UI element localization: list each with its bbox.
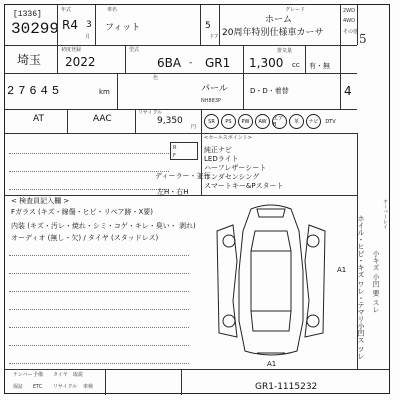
side-note-vertical: ホイル・ヒビ・キズ ワレ・テマリ小凹ス ツレ [357,215,365,360]
recycle-yes-no: 有・無 [309,62,330,70]
transmission: AT [33,114,44,124]
car-name: フィット [105,23,141,33]
side-note-small: オーバーレイ [382,199,388,229]
selling-point: ハーフレザーシート [204,164,267,172]
handle-side: 左H・右H [157,188,189,196]
equip-navi: ナビ [306,114,321,129]
prefecture: 埼玉 [17,53,42,67]
color: パール [201,84,228,94]
km-label: km [99,88,110,96]
year-code: R4 [62,18,78,32]
handwritten-number: 5 [359,32,367,46]
lot-label: [1336] [13,10,42,19]
equip-ps: PS [221,114,236,129]
grade: ホーム [265,15,293,25]
inspector-note-line: Fガラス (キズ・線傷・ヒビ・リペア跡・X要) [11,208,154,216]
equip-pw: PW [238,114,253,129]
inspector-notes-title: < 検査員記入欄 > [11,197,70,205]
side-memo: 小キズ 小凹 要 スレ [372,250,380,313]
doors: 5 [205,21,211,31]
selling-point: LEDライト [204,155,239,163]
selling-points-title: <セールスポイント> [204,135,252,141]
equip-airbag: エアB [272,114,287,129]
damage-mark-rear: A1 [267,360,277,368]
model-code: GR1 [205,56,231,70]
chassis-number: GR1-1115232 [255,382,318,392]
equip-sr: SR [204,114,219,129]
displacement: 1,300 [249,56,284,70]
equip-leather: 革 [289,114,304,129]
recycle-price: 9,350 [157,116,183,126]
grade-detail: 20周年特別仕様車カーサ [222,28,324,38]
color-options: D・D・着替 [250,87,289,95]
lot-number: 30299 [11,20,60,38]
inspector-note-line: オーディオ (無し・欠) / タイヤ (スタッドレス) [11,234,159,242]
mileage: 27645 [7,84,64,98]
equip-aw: AW [255,114,270,129]
aircon: AAC [93,114,112,124]
inspector-note-line: 内装 (キズ・汚レ・焼れ・シミ・コゲ・キレ・臭い・ 剥れ) [11,222,196,230]
selling-point: スマートキー&Pスタート [204,182,284,190]
selling-point: ホンダセンシング [204,173,260,181]
car-diagram [211,201,331,361]
color-code: NH883P [201,98,222,104]
model-prefix: 6BA [157,56,182,70]
equip-dtv: DTV [325,118,336,125]
dealer-import: ディーラー・並行 [155,172,211,180]
auction-sheet: [1336] 30299 年式 R4 3 月 車名 フィット 5 ドア グレード ホーム 20周年特別仕様車カーサ 2WD 4WD その他 5 埼玉 初度登録 2022 型式 6BA - GR1 1,300 排気量 cc 有・無 27645 km 色 パール NH883P D・D・着替 4 AT AAC リサイクル 9,350 円 SR PS PW AW エアB 革 ナビ DTV R F ディーラー・並行 左H・右H <セールスポイント> 純正ナビ LEDライト ハーフレザーシート ホンダセンシング スマートキー&Pスタート < 検査員記入欄 > Fガラス (キズ・線傷・ヒビ・リペア跡・X要) 内装 (キズ・汚レ・焼れ・シミ・コゲ・キレ・臭い・ 剥れ) オーディオ (無し・欠) / タイヤ (スタッドレス) A1 A1 ホイル・ヒビ・キズ ワレ・テマリ小凹ス ツレ 小キズ 小凹 要 スレ オーバーレイ ナンバー 予備 タイヤ 取説 保証 ETC リサイクル 車検 GR1-1115232 [4,4,390,394]
selling-point: 純正ナビ [204,146,232,154]
first-registration-year: 2022 [65,55,96,69]
month-value: 3 [86,20,92,30]
inspection-grade: 4 [344,84,352,98]
damage-mark: A1 [337,266,347,274]
year-label: 年式 [61,7,72,13]
